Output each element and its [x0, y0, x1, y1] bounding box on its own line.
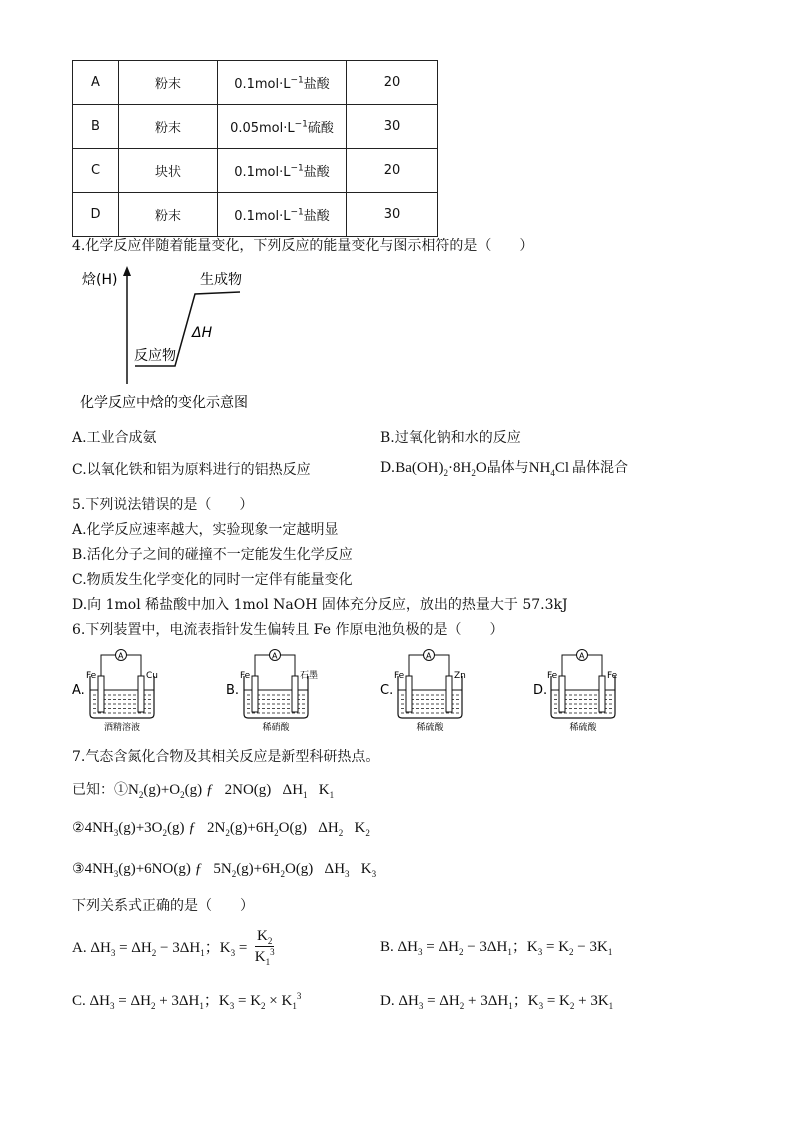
row-acid: $0.1mol\cdot L^{-1}$盐酸	[218, 61, 347, 105]
ammeter-symbol: A	[272, 651, 278, 661]
enthalpy-diagram	[80, 262, 300, 412]
q7-option-c: C. $\Delta H_3 = \Delta H_2 + 3\Delta H_1$；$K_3 = K_2 \times K_1^3$	[72, 991, 302, 1011]
q7-stem: 7.气态含氮化合物及其相关反应是新型科研热点。	[72, 749, 380, 765]
solution-label: 酒精溶液	[103, 723, 141, 732]
row-shape: 块状	[119, 149, 218, 193]
row-temperature: 30	[347, 193, 438, 237]
right-electrode-label: Fe	[607, 671, 618, 681]
left-electrode-label: Fe	[86, 671, 97, 681]
q7-option-d: D. $\Delta H_3 = \Delta H_2 + 3\Delta H_1$；$K_3 = K_2 + 3K_1$	[380, 993, 614, 1011]
q7-option-b: B. $\Delta H_3 = \Delta H_2 - 3\Delta H_1$；$K_3 = K_2 - 3K_1$	[380, 939, 613, 957]
table-row	[73, 193, 438, 237]
row-shape: 粉末	[119, 105, 218, 149]
q4-option-c: C.以氧化铁和铝为原料进行的铝热反应	[72, 462, 311, 478]
q5-option-a: A.化学反应速率越大，实验现象一定越明显	[72, 522, 339, 538]
equation-2: $②4NH_3(g)+3O_2(g)$ ƒ $2N_2(g)+6H_2O(g)$ $\Delta H_2$ $K_2$	[72, 820, 370, 838]
q4-option-b: B.过氧化钠和水的反应	[380, 430, 521, 446]
solution-label: 稀硝酸	[262, 723, 290, 732]
cell-option-label: C.	[380, 683, 394, 698]
left-electrode	[98, 676, 104, 712]
right-electrode	[599, 676, 605, 712]
cell-option-label: D.	[533, 683, 548, 698]
row-shape: 粉末	[119, 61, 218, 105]
row-acid: $0.1mol\cdot L^{-1}$盐酸	[218, 193, 347, 237]
left-electrode-label: Fe	[394, 671, 405, 681]
q5-option-c: C.物质发生化学变化的同时一定伴有能量变化	[72, 572, 353, 588]
q7-option-a: A. $\Delta H_3 = \Delta H_2 - 3\Delta H_1$；$K_3$ = $\frac{K_2}{K_1^3}$	[72, 928, 275, 968]
galvanic-cell-a	[72, 646, 192, 732]
q6-stem: 6.下列装置中，电流表指针发生偏转且 Fe 作原电池负极的是（ ）	[72, 622, 504, 638]
delta-h-label: ΔH	[192, 325, 213, 341]
diagram-caption: 化学反应中焓的变化示意图	[80, 395, 248, 411]
equation-1: 已知：$①N_2(g)+O_2(g)$ ƒ 2NO(g) $\Delta H_1$ $K_1$	[72, 782, 335, 800]
right-electrode	[138, 676, 144, 712]
q5-option-b: B.活化分子之间的碰撞不一定能发生化学反应	[72, 547, 353, 563]
q7-ask: 下列关系式正确的是（ ）	[72, 898, 254, 914]
yaxis-label: 焓(H)	[82, 272, 118, 288]
ammeter-symbol: A	[118, 651, 124, 661]
row-temperature: 20	[347, 149, 438, 193]
right-electrode	[292, 676, 298, 712]
row-acid: $0.05mol\cdot L^{-1}$硫酸	[218, 105, 347, 149]
product-label: 生成物	[200, 272, 242, 288]
row-label: D	[73, 193, 119, 237]
row-label: A	[73, 61, 119, 105]
table-row	[73, 149, 438, 193]
left-electrode	[559, 676, 565, 712]
row-shape: 粉末	[119, 193, 218, 237]
table-row	[73, 105, 438, 149]
right-electrode-label: Cu	[146, 671, 158, 681]
ammeter-symbol: A	[426, 651, 432, 661]
left-electrode	[252, 676, 258, 712]
q4-stem: 4.化学反应伴随着能量变化，下列反应的能量变化与图示相符的是（ ）	[72, 238, 534, 254]
q4-option-d: $D.Ba(OH)_2\cdot 8H_2O$晶体与$NH_4Cl$ 晶体混合	[380, 460, 629, 478]
right-electrode	[446, 676, 452, 712]
equation-3: $③4NH_3(g)+6NO(g)$ ƒ $5N_2(g)+6H_2O(g)$ $\Delta H_3$ $K_3$	[72, 861, 377, 879]
table-row	[73, 61, 438, 105]
left-electrode	[406, 676, 412, 712]
conditions-table	[72, 60, 438, 237]
q5-option-d: D.向 1mol 稀盐酸中加入 1mol NaOH 固体充分反应，放出的热量大于 57.3kJ	[72, 597, 568, 613]
row-temperature: 30	[347, 105, 438, 149]
left-electrode-label: Fe	[547, 671, 558, 681]
row-label: C	[73, 149, 119, 193]
left-electrode-label: Fe	[240, 671, 251, 681]
cell-option-label: A.	[72, 683, 85, 698]
ammeter-symbol: A	[579, 651, 585, 661]
q4-option-a: A.工业合成氨	[72, 430, 157, 446]
galvanic-cell-c	[380, 646, 500, 732]
galvanic-cell-b	[226, 646, 346, 732]
q5-stem: 5.下列说法错误的是（ ）	[72, 497, 254, 513]
row-temperature: 20	[347, 61, 438, 105]
solution-label: 稀硫酸	[569, 723, 597, 732]
row-acid: $0.1mol\cdot L^{-1}$盐酸	[218, 149, 347, 193]
galvanic-cell-d	[533, 646, 653, 732]
right-electrode-label: Zn	[454, 671, 466, 681]
solution-label: 稀硫酸	[416, 723, 444, 732]
row-label: B	[73, 105, 119, 149]
reactant-label: 反应物	[134, 348, 176, 364]
cell-option-label: B.	[226, 683, 240, 698]
right-electrode-label: 石墨	[300, 671, 319, 681]
